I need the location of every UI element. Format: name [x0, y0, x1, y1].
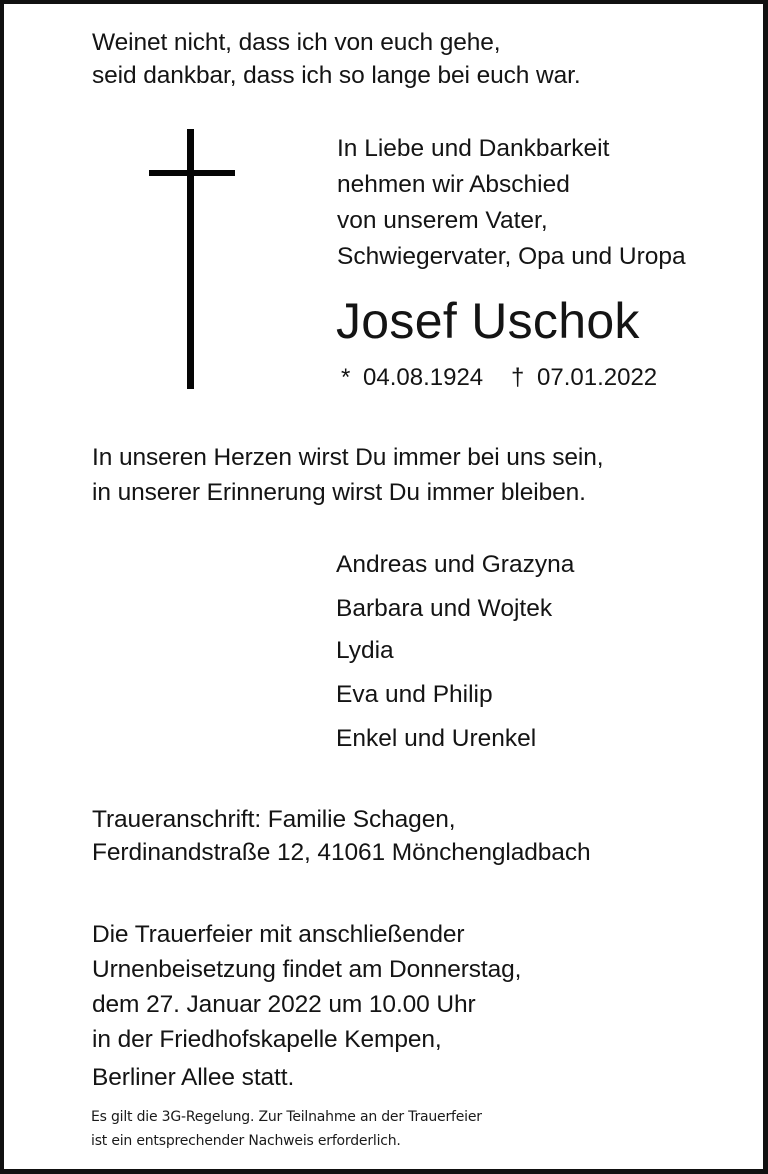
death-dagger-icon: †	[511, 364, 525, 391]
ceremony-line-5: Berliner Allee statt.	[92, 1064, 295, 1091]
birth-date-group	[341, 366, 483, 390]
birth-star-icon: *	[341, 364, 351, 391]
birth-date: 04.08.1924	[363, 364, 484, 391]
motto-line-2: seid dankbar, dass ich so lange bei euch war.	[92, 62, 581, 89]
notice-line-1: Es gilt die 3G-Regelung. Zur Teilnahme an der Trauerfeier	[91, 1109, 482, 1125]
cross-horizontal-bar	[149, 170, 235, 176]
notice-line-2: ist ein entsprechender Nachweis erforderlich.	[91, 1133, 401, 1149]
ceremony-line-2: Urnenbeisetzung findet am Donnerstag,	[92, 956, 522, 983]
announcement-line-4: Schwiegervater, Opa und Uropa	[337, 243, 686, 270]
mourner-4: Eva und Philip	[336, 681, 493, 708]
announcement-line-1: In Liebe und Dankbarkeit	[337, 135, 610, 162]
announcement-line-3: von unserem Vater,	[337, 207, 548, 234]
ceremony-line-4: in der Friedhofskapelle Kempen,	[92, 1026, 442, 1053]
announcement-line-2: nehmen wir Abschied	[337, 171, 570, 198]
quote-line-2: in unserer Erinnerung wirst Du immer bleiben.	[92, 479, 586, 506]
mourner-1: Andreas und Grazyna	[336, 551, 575, 578]
cross-vertical-bar	[187, 129, 194, 389]
deceased-name: Josef Uschok	[336, 293, 640, 349]
death-date-group	[511, 366, 657, 390]
mourner-2: Barbara und Wojtek	[336, 595, 553, 622]
quote-line-1: In unseren Herzen wirst Du immer bei uns sein,	[92, 444, 604, 471]
ceremony-line-3: dem 27. Januar 2022 um 10.00 Uhr	[92, 991, 476, 1018]
address-line-2: Ferdinandstraße 12, 41061 Mönchengladbach	[92, 839, 591, 866]
motto-line-1: Weinet nicht, dass ich von euch gehe,	[92, 29, 501, 56]
address-line-1: Traueranschrift: Familie Schagen,	[92, 806, 456, 833]
mourner-3: Lydia	[336, 637, 394, 664]
death-date: 07.01.2022	[537, 364, 658, 391]
mourner-5: Enkel und Urenkel	[336, 725, 537, 752]
ceremony-line-1: Die Trauerfeier mit anschließender	[92, 921, 465, 948]
